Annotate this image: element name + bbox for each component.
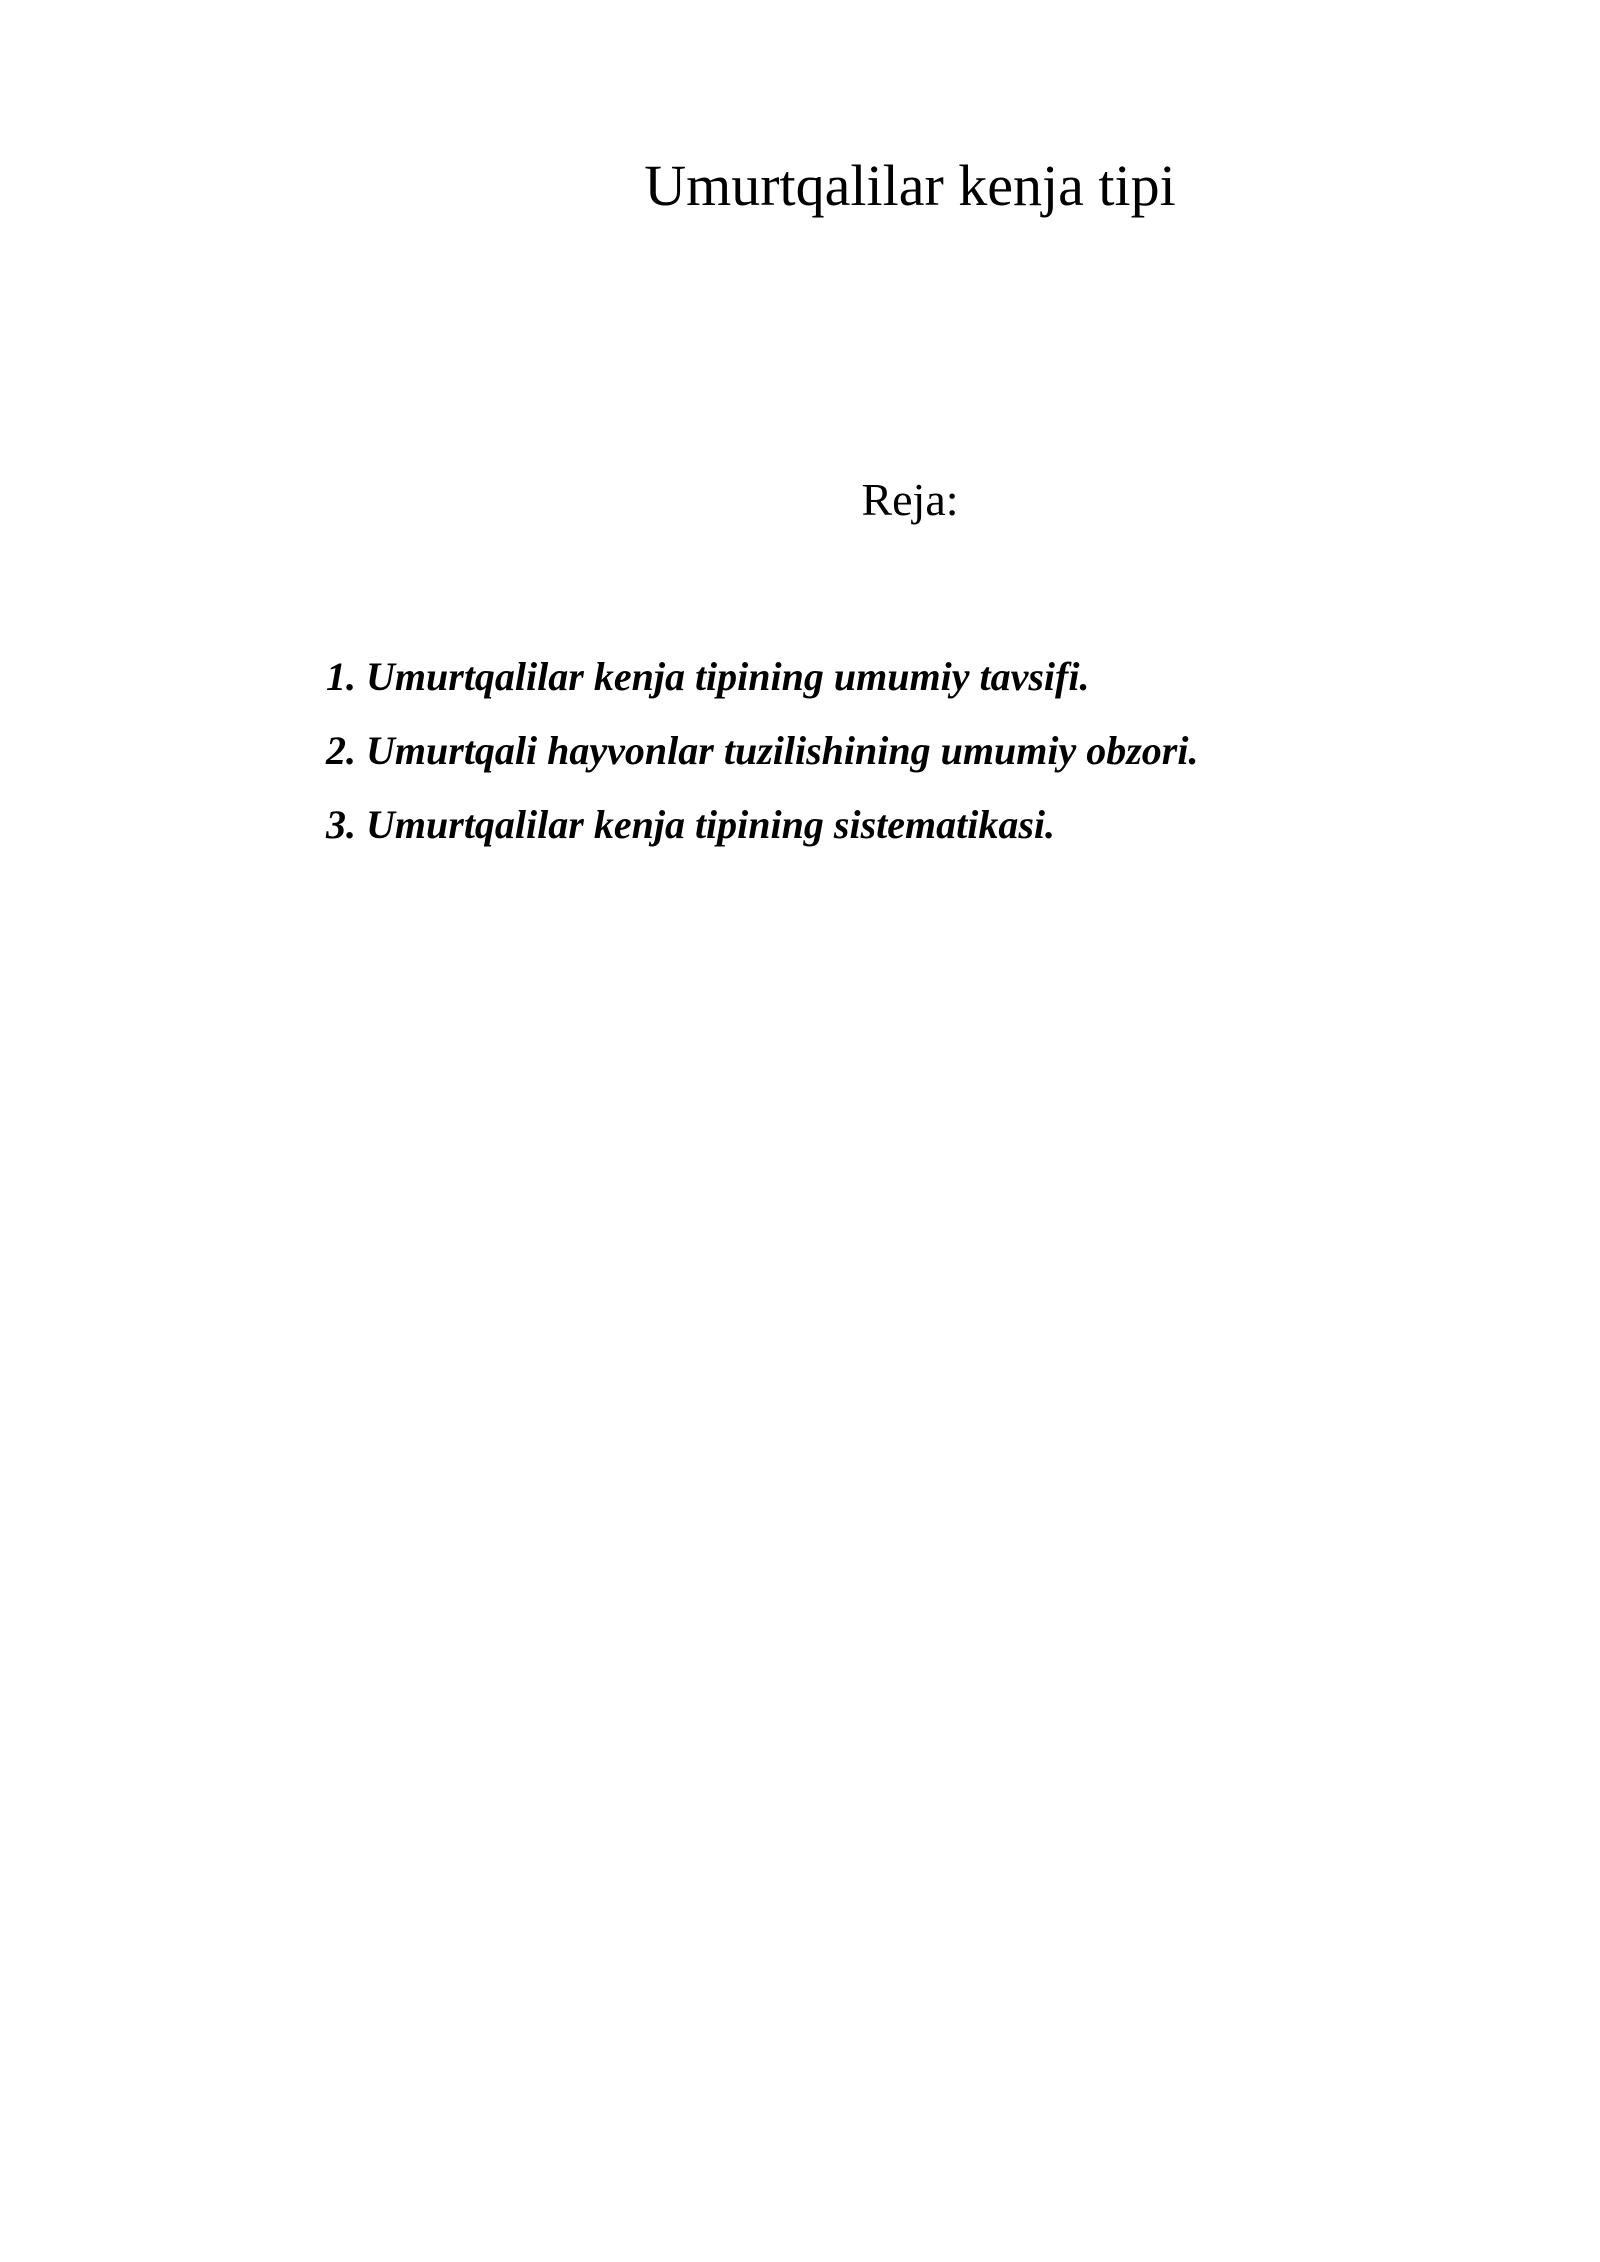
document-title: Umurtqalilar kenja tipi bbox=[644, 153, 1176, 218]
plan-item-text: Umurtqalilar kenja tipining sistematikasi. bbox=[366, 802, 1056, 847]
plan-item-text: Umurtqalilar kenja tipining umumiy tavsifi. bbox=[366, 654, 1090, 699]
plan-item bbox=[326, 714, 1198, 788]
plan-item-number: 1. bbox=[326, 654, 356, 699]
plan-item-number: 3. bbox=[326, 802, 356, 847]
plan-item bbox=[326, 788, 1198, 862]
plan-item bbox=[326, 640, 1198, 714]
plan-item-number: 2. bbox=[326, 728, 356, 773]
plan-item-text: Umurtqali hayvonlar tuzilishining umumiy obzori. bbox=[366, 728, 1199, 773]
plan-list bbox=[326, 640, 1198, 862]
plan-heading: Reja: bbox=[861, 474, 959, 525]
